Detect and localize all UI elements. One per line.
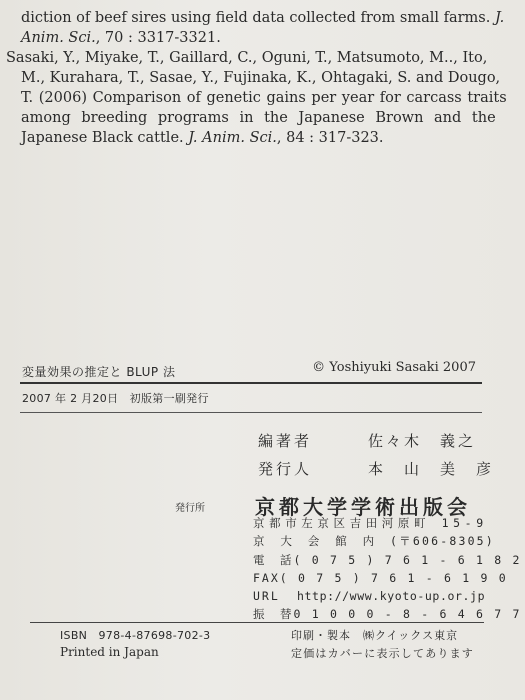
divider-thick	[20, 382, 482, 384]
book-title: 変量効果の推定と BLUP 法	[22, 365, 176, 379]
reference-line: Japanese Black cattle. J. Anim. Sci., 84 : 317-323.	[21, 130, 384, 146]
isbn: ISBN 978-4-87698-702-3	[60, 629, 211, 642]
printed-in: Printed in Japan	[60, 645, 159, 659]
address-line: 京都市左京区吉田河原町 15-9	[253, 516, 488, 530]
publisher-contact-block	[253, 514, 522, 624]
reference-line: Anim. Sci., 70 : 3317-3321.	[21, 30, 221, 46]
colophon-title-row	[20, 360, 482, 382]
reference-line: diction of beef sires using field data collected from small farms. J.	[21, 10, 505, 26]
address-line-2: 京 大 会 館 内 (〒606-8305)	[253, 534, 495, 549]
issuer-name: 本 山 美 彦	[368, 460, 495, 478]
printer-info: 印刷・製本 ㈱クイックス東京	[291, 629, 459, 642]
phone-line: 電 話 ( 0 7 5 ) 7 6 1 - 6 1 8 2	[253, 552, 522, 567]
reference-line: M., Kurahara, T., Sasae, Y., Fujinaka, K., Ohtagaki, S. and Dougo,	[21, 70, 501, 86]
url-line: URL http://www.kyoto-up.or.jp	[253, 589, 486, 604]
reference-line: among breeding programs in the Japanese Brown and the	[21, 110, 496, 126]
reference-line: T. (2006) Comparison of genetic gains per year for carcass traits	[21, 90, 507, 106]
price-note: 定価はカバーに表示してあります	[291, 647, 474, 660]
author-name: 佐々木 義之	[368, 432, 477, 450]
publication-date: 2007 年 2 月20日 初版第一刷発行	[22, 392, 209, 405]
divider-thin	[20, 412, 482, 413]
fax-line: FAX ( 0 7 5 ) 7 6 1 - 6 1 9 0	[253, 570, 508, 585]
transfer-line: 振 替 0 1 0 0 0 - 8 - 6 4 6 7 7	[253, 607, 522, 622]
publisher-name: 京都大学学術出版会	[255, 495, 471, 519]
author-label: 編著者	[258, 432, 313, 450]
publisher-label: 発行所	[175, 503, 205, 514]
divider-bottom	[30, 622, 484, 623]
issuer-label: 発行人	[258, 460, 313, 478]
reference-line: Sasaki, Y., Miyake, T., Gaillard, C., Oguni, T., Matsumoto, M.., Ito,	[6, 50, 488, 66]
copyright-notice: © Yoshiyuki Sasaki 2007	[312, 360, 476, 375]
